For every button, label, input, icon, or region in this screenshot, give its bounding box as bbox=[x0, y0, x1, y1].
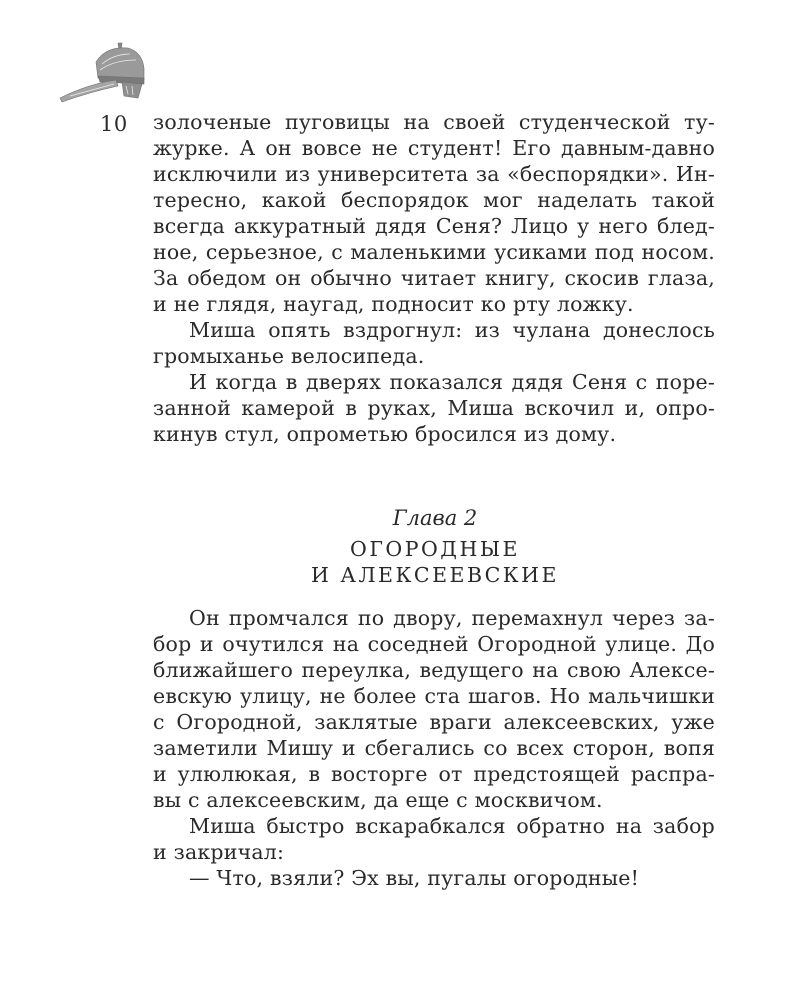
text-line: занной камерой в руках, Миша вскочил и, опро- bbox=[153, 396, 715, 420]
text-line: кинув стул, опрометью бросился из дому. bbox=[153, 422, 617, 446]
text-line: Миша опять вздрогнул: из чулана донеслось bbox=[189, 318, 715, 342]
body-text-chapter bbox=[153, 605, 715, 891]
text-line: Миша быстро вскарабкался обратно на забор bbox=[189, 814, 715, 838]
text-line: и улюлюкая, в восторге от предстоящей распра- bbox=[153, 762, 715, 786]
text-line: всегда аккуратный дядя Сеня? Лицо у него блед- bbox=[153, 214, 715, 238]
text-line: журке. А он вовсе не студент! Его давным-давно bbox=[153, 136, 715, 160]
text-line: и закричал: bbox=[153, 840, 285, 864]
chapter-title-line: И АЛЕКСЕЕВСКИЕ bbox=[311, 563, 559, 587]
text-line: ное, серьезное, с маленькими усиками под носом. bbox=[153, 240, 715, 264]
text-line: громыханье велосипеда. bbox=[153, 344, 425, 368]
helmet-icon bbox=[58, 40, 148, 106]
text-line: исключили из университета за «беспорядки». Ин- bbox=[153, 162, 715, 186]
text-line: Он промчался по двору, перемахнул через за- bbox=[189, 606, 715, 630]
text-line: бор и очутился на соседней Огородной улице. До bbox=[153, 632, 715, 656]
chapter-label: Глава 2 bbox=[392, 506, 478, 530]
text-line: евскую улицу, не более ста шагов. Но мальчишки bbox=[153, 684, 715, 708]
text-line: с Огородной, заклятые враги алексеевских, уже bbox=[153, 710, 715, 734]
text-line: — Что, взяли? Эх вы, пугалы огородные! bbox=[189, 866, 640, 890]
text-line: ближайшего переулка, ведущего на свою Алексе- bbox=[153, 658, 715, 682]
page-number: 10 bbox=[100, 112, 128, 136]
text-line: заметили Мишу и сбегались со всех сторон, вопя bbox=[153, 736, 715, 760]
chapter-title bbox=[0, 536, 800, 588]
text-line: золоченые пуговицы на своей студенческой ту- bbox=[153, 110, 715, 134]
text-line: тересно, какой беспорядок мог наделать такой bbox=[153, 188, 715, 212]
body-text-before-chapter bbox=[153, 109, 715, 447]
text-line: И когда в дверях показался дядя Сеня с поре- bbox=[189, 370, 715, 394]
text-line: вы с алексеевским, да еще с москвичом. bbox=[153, 788, 603, 812]
text-line: За обедом он обычно читает книгу, скосив глаза, bbox=[153, 266, 715, 290]
chapter-title-line: ОГОРОДНЫЕ bbox=[350, 537, 520, 561]
text-line: и не глядя, наугад, подносит ко рту ложку. bbox=[153, 292, 634, 316]
